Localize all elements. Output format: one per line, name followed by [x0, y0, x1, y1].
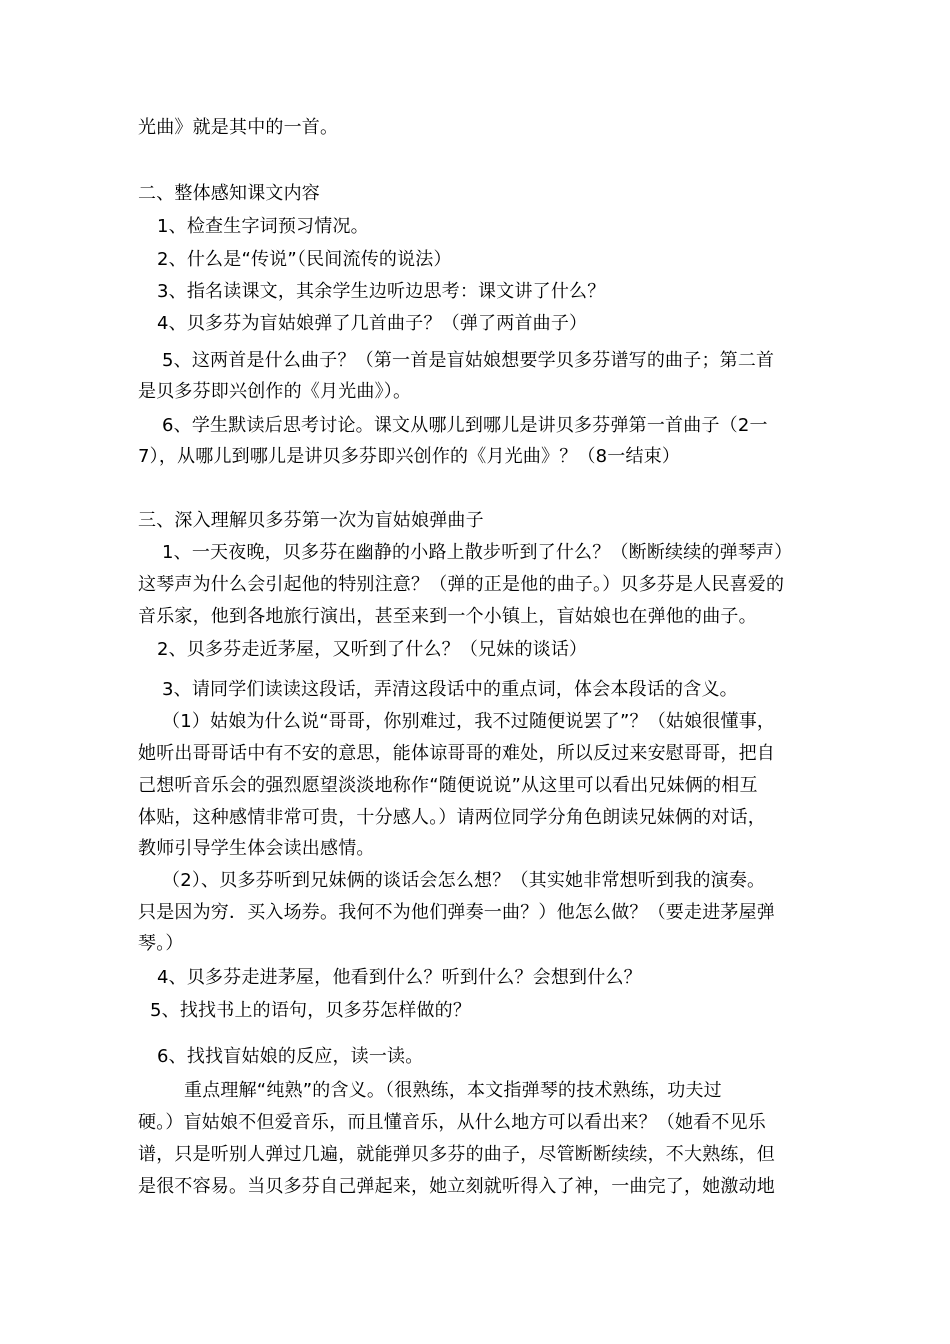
section-heading: 二、整体感知课文内容	[138, 183, 320, 204]
list-item: 2、贝多芬走近茅屋，又听到了什么？（兄妹的谈话）	[157, 639, 588, 660]
list-item: 1、一天夜晚，贝多芬在幽静的小路上散步听到了什么？（断断续续的弹琴声）	[162, 542, 793, 563]
text-line: 7），从哪儿到哪儿是讲贝多芬即兴创作的《月光曲》？（8一结束）	[138, 446, 681, 467]
text-line: 只是因为穷．买入场券。我何不为他们弹奏一曲？）他怎么做？（要走进茅屋弹	[138, 902, 775, 923]
list-item: 6、找找盲姑娘的反应，读一读。	[157, 1046, 424, 1067]
text-line: 她听出哥哥话中有不安的意思，能体谅哥哥的难处，所以反过来安慰哥哥，把自	[138, 743, 775, 764]
list-item: 5、找找书上的语句，贝多芬怎样做的？	[150, 1000, 472, 1021]
list-item: 6、学生默读后思考讨论。课文从哪儿到哪儿是讲贝多芬弹第一首曲子（2一	[162, 415, 768, 436]
list-item: 1、检查生字词预习情况。	[157, 216, 369, 237]
list-item: 2、什么是“传说”（民间流传的说法）	[157, 249, 452, 270]
sub-item: （1）姑娘为什么说“哥哥，你别难过，我不过随便说罢了”？（姑娘很懂事，	[162, 711, 776, 732]
text-line: 己想听音乐会的强烈愿望淡淡地称作“随便说说”从这里可以看出兄妹俩的相互	[138, 775, 758, 796]
text-line: 重点理解“纯熟”的含义。（很熟练，本文指弹琴的技术熟练，功夫过	[184, 1080, 722, 1101]
list-item: 3、请同学们读读这段话，弄清这段话中的重点词，体会本段话的含义。	[162, 679, 738, 700]
list-item: 3、指名读课文，其余学生边听边思考：课文讲了什么？	[157, 281, 606, 302]
sub-item: （2）、贝多芬听到兄妹俩的谈话会怎么想？（其实她非常想听到我的演奏。	[162, 870, 766, 891]
text-line: 谱，只是听别人弹过几遍，就能弹贝多芬的曲子，尽管断断续续，不大熟练，但	[138, 1144, 775, 1165]
list-item: 4、贝多芬走进茅屋，他看到什么？听到什么？会想到什么？	[157, 967, 642, 988]
text-line: 教师引导学生体会读出感情。	[138, 838, 375, 859]
list-item: 5、这两首是什么曲子？（第一首是盲姑娘想要学贝多芬谱写的曲子；第二首	[162, 350, 775, 371]
section-heading: 三、深入理解贝多芬第一次为盲姑娘弹曲子	[138, 510, 484, 531]
text-line: 琴。）	[138, 933, 184, 954]
text-line: 体贴，这种感情非常可贵，十分感人。）请两位同学分角色朗读兄妹俩的对话，	[138, 807, 766, 828]
text-line: 硬。）盲姑娘不但爱音乐，而且懂音乐，从什么地方可以看出来？（她看不见乐	[138, 1112, 766, 1133]
text-line: 这琴声为什么会引起他的特别注意？（弹的正是他的曲子。）贝多芬是人民喜爱的	[138, 574, 785, 595]
text-line: 是很不容易。当贝多芬自己弹起来，她立刻就听得入了神，一曲完了，她激动地	[138, 1176, 775, 1197]
text-line: 光曲》就是其中的一首。	[138, 117, 339, 138]
list-item: 4、贝多芬为盲姑娘弹了几首曲子？（弹了两首曲子）	[157, 313, 588, 334]
text-line: 是贝多芬即兴创作的《月光曲》）。	[138, 381, 412, 402]
text-line: 音乐家，他到各地旅行演出，甚至来到一个小镇上，盲姑娘也在弹他的曲子。	[138, 606, 757, 627]
